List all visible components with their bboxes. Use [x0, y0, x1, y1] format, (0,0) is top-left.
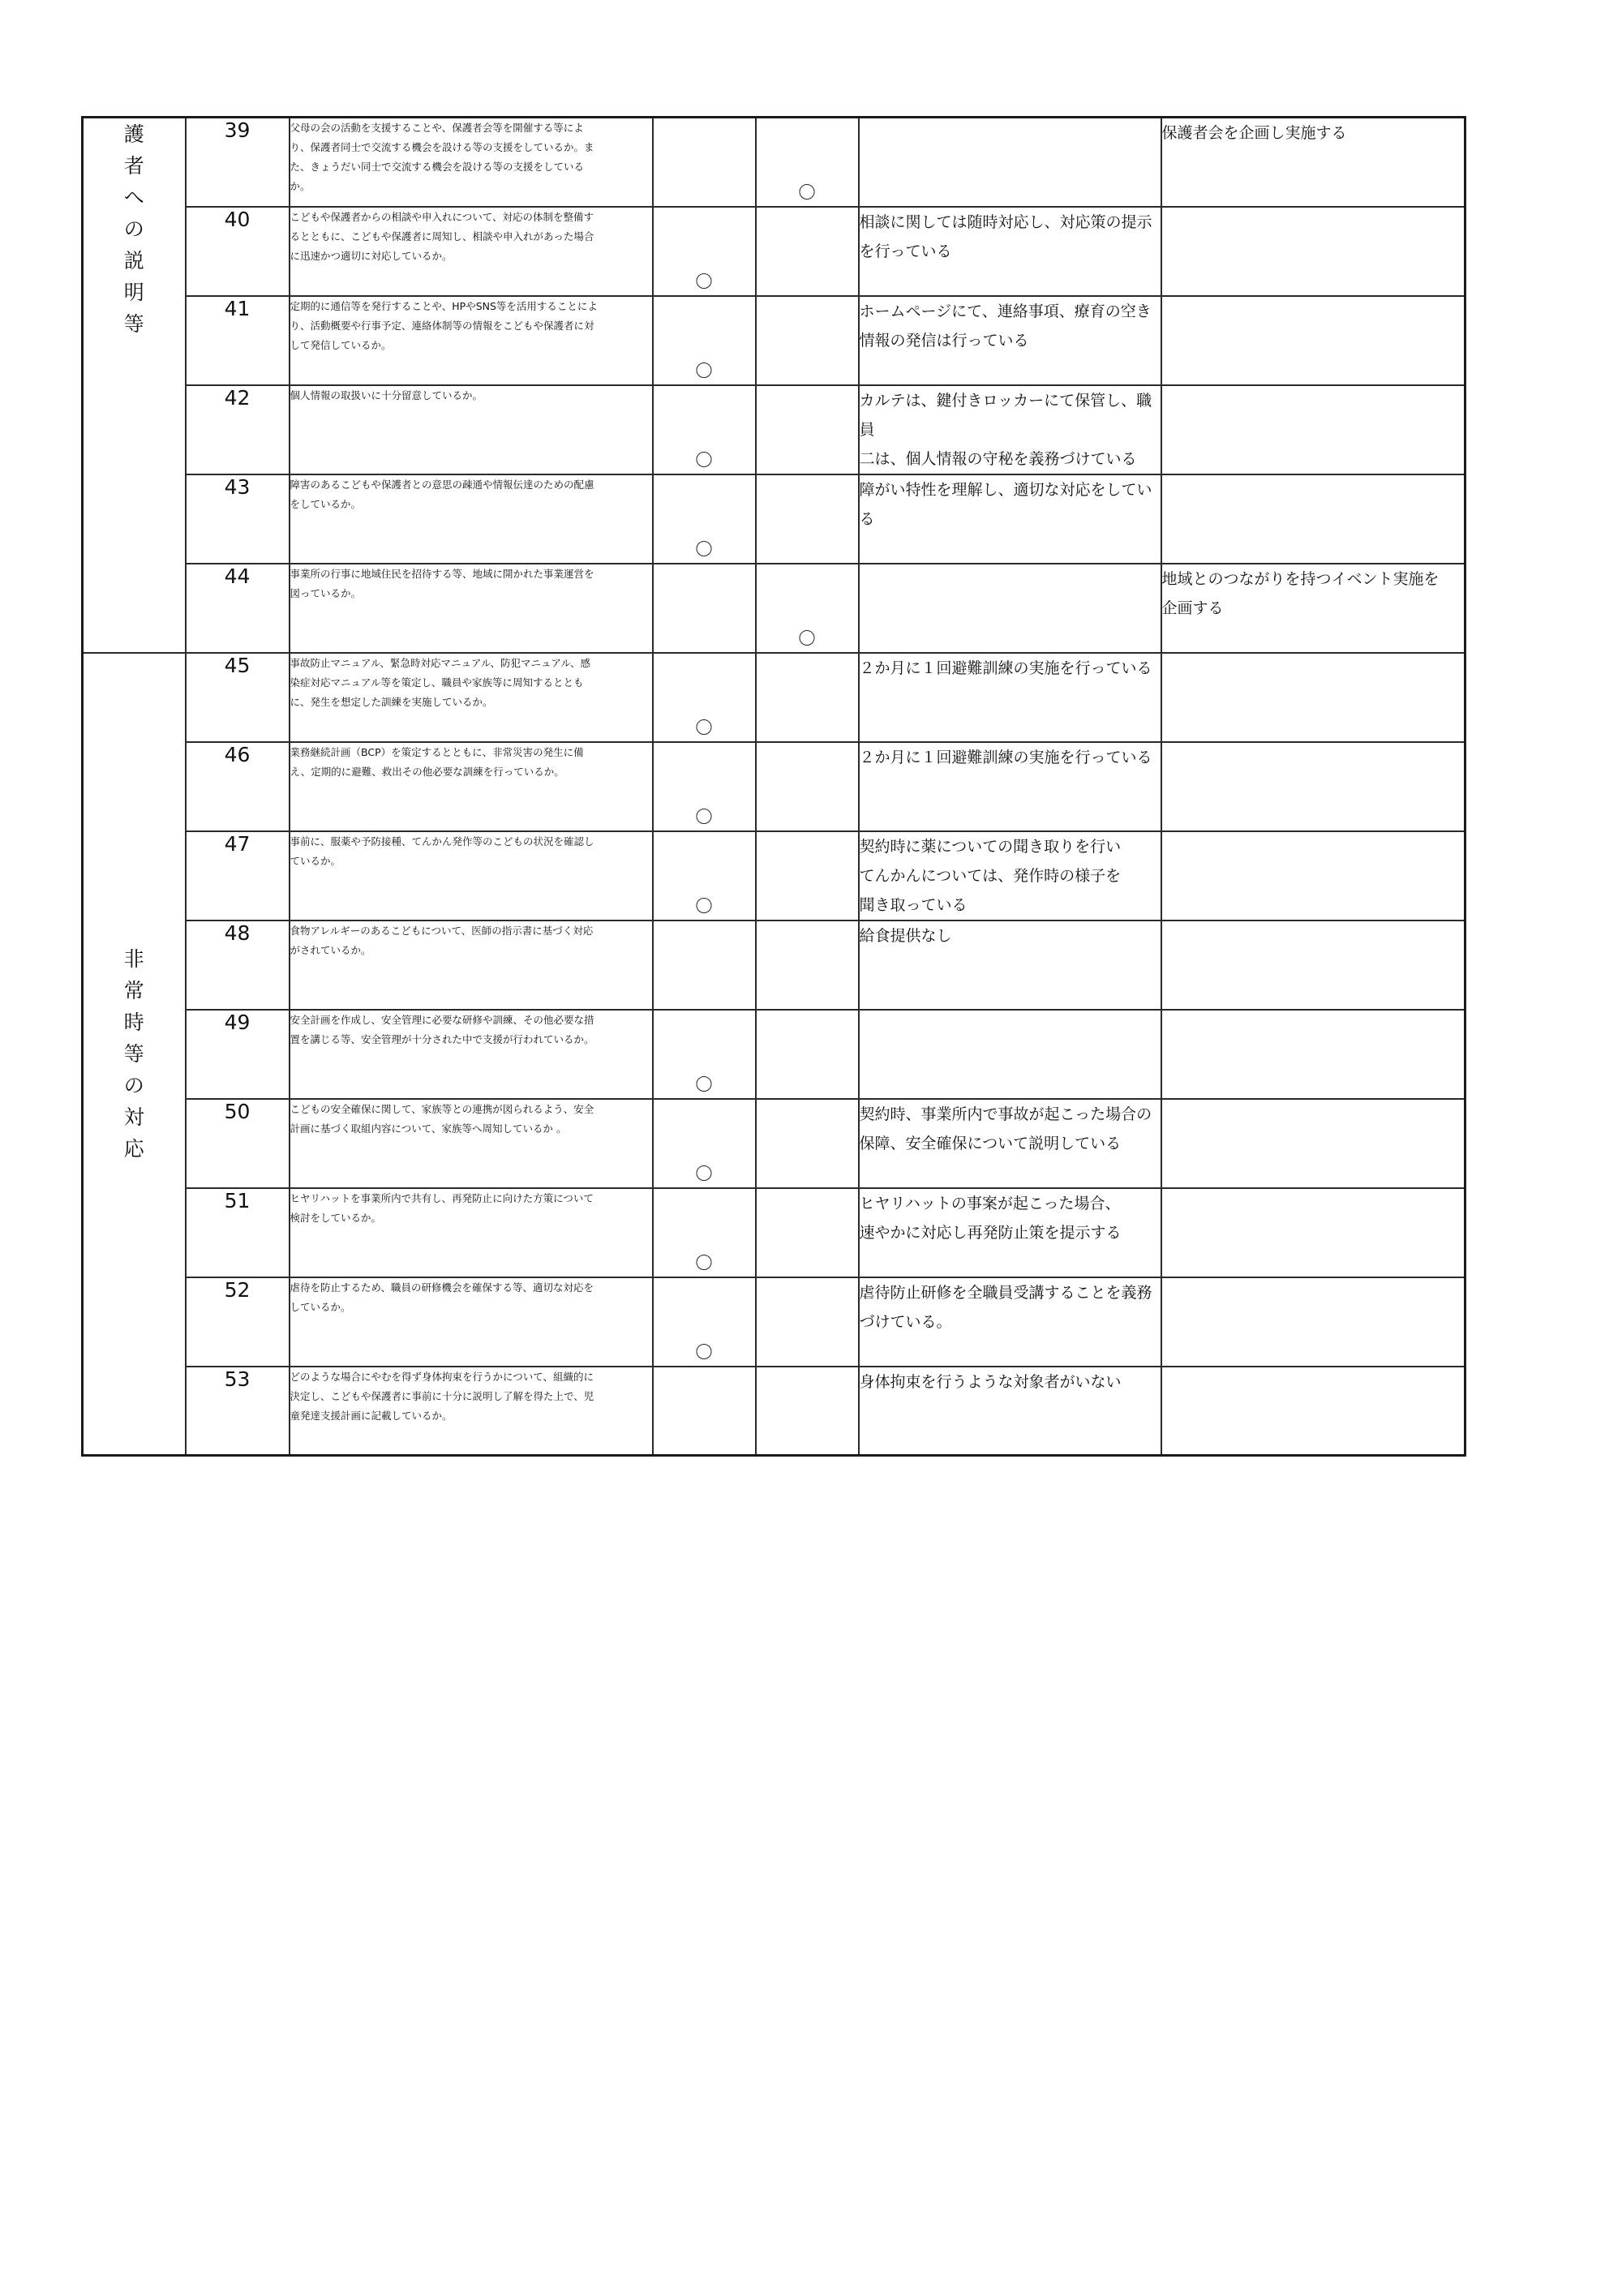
item-number: 46: [186, 742, 290, 831]
answer-no-cell: [756, 653, 859, 742]
question-text: [290, 118, 653, 207]
table-row: [83, 118, 1465, 207]
table-row: [83, 1099, 1465, 1188]
comment-line: 給食提供なし: [859, 926, 952, 945]
answer-no-cell: [756, 921, 859, 1010]
improvement-cell: [1161, 474, 1465, 564]
question-line: り、活動概要や行事予定、連絡体制等の情報をこどもや保護者に対: [290, 319, 594, 332]
question-line: か。: [290, 180, 311, 192]
comment-line: 情報の発信は行っている: [859, 331, 1029, 350]
comment-cell: [859, 742, 1161, 831]
evaluation-table: [81, 116, 1466, 1457]
question-line: た、きょうだい同士で交流する機会を設ける等の支援をしている: [290, 161, 585, 173]
question-line: り、保護者同士で交流する機会を設ける等の支援をしているか。ま: [290, 141, 594, 153]
category-char: 時: [123, 1010, 144, 1034]
circle-mark-icon: [697, 363, 712, 378]
comment-line: 障がい特性を理解し、適切な対応をしてい: [859, 480, 1152, 499]
comment-cell: [859, 474, 1161, 564]
circle-mark-icon: [800, 184, 815, 200]
category-char: 等: [123, 1041, 144, 1066]
comment-cell: [859, 385, 1161, 474]
question-line: をしているか。: [290, 497, 362, 510]
question-line: 業務継続計画（BCP）を策定するとともに、非常災害の発生に備: [290, 745, 584, 758]
answer-no-cell: [756, 1367, 859, 1456]
comment-cell: [859, 296, 1161, 385]
comment-line: ヒヤリハットの事案が起こった場合、: [859, 1194, 1121, 1212]
question-text: [290, 921, 653, 1010]
question-line: 父母の会の活動を支援することや、保護者会等を開催する等によ: [290, 122, 584, 134]
answer-no-cell: [756, 1277, 859, 1367]
table-row: [83, 474, 1465, 564]
answer-yes-cell: [653, 118, 756, 207]
comment-cell: [859, 1099, 1161, 1188]
category-char: 者: [123, 154, 144, 178]
answer-yes-cell: [653, 1188, 756, 1277]
circle-mark-icon: [697, 541, 712, 556]
question-line: 染症対応マニュアル等を策定し、職員や家族等に周知するととも: [290, 676, 584, 689]
improvement-cell: [1161, 831, 1465, 921]
improvement-cell: [1161, 118, 1465, 207]
category-lower: [83, 653, 186, 1456]
answer-yes-cell: [653, 831, 756, 921]
improvement-cell: [1161, 921, 1465, 1010]
improvement-line: 保護者会を企画し実施する: [1161, 124, 1347, 142]
question-text: [290, 831, 653, 921]
comment-line: カルテは、鍵付きロッカーにて保管し、職: [859, 391, 1152, 410]
improvement-cell: [1161, 564, 1465, 653]
answer-no-cell: [756, 1010, 859, 1099]
answer-no-cell: [756, 742, 859, 831]
question-text: [290, 564, 653, 653]
answer-yes-cell: [653, 1010, 756, 1099]
answer-yes-cell: [653, 921, 756, 1010]
comment-line: 虐待防止研修を全職員受講することを義務: [859, 1283, 1152, 1302]
improvement-cell: [1161, 1099, 1465, 1188]
category-char: 応: [123, 1136, 144, 1161]
comment-line: 聞き取っている: [859, 895, 968, 914]
question-line: に、発生を想定した訓練を実施しているか。: [290, 695, 493, 708]
answer-no-cell: [756, 831, 859, 921]
question-line: ているか。: [290, 854, 341, 867]
improvement-cell: [1161, 1188, 1465, 1277]
question-line: 決定し、こどもや保護者に事前に十分に説明し了解を得た上で、児: [290, 1389, 594, 1402]
circle-mark-icon: [800, 630, 815, 646]
item-number: 48: [186, 921, 290, 1010]
circle-mark-icon: [697, 273, 712, 289]
answer-no-cell: [756, 207, 859, 296]
question-text: [290, 385, 653, 474]
answer-yes-cell: [653, 1277, 756, 1367]
improvement-cell: [1161, 385, 1465, 474]
category-char: 非: [123, 946, 144, 971]
question-line: 障害のあるこどもや保護者との意思の疎通や情報伝達のための配慮: [290, 478, 594, 491]
question-text: [290, 1099, 653, 1188]
category-char: の: [123, 217, 144, 241]
comment-line: ２か月に１回避難訓練の実施を行っている: [859, 659, 1152, 677]
question-line: 図っているか。: [290, 586, 362, 599]
table-row: [83, 921, 1465, 1010]
improvement-cell: [1161, 1277, 1465, 1367]
question-text: [290, 474, 653, 564]
comment-cell: [859, 118, 1161, 207]
question-text: [290, 207, 653, 296]
category-char: 明: [123, 281, 144, 304]
comment-line: 員: [859, 420, 875, 439]
question-line: 置を講じる等、安全管理が十分された中で支援が行われているか。: [290, 1032, 594, 1045]
table-row: [83, 296, 1465, 385]
item-number: 51: [186, 1188, 290, 1277]
question-line: して発信しているか。: [290, 338, 392, 351]
item-number: 41: [186, 296, 290, 385]
comment-line: 契約時、事業所内で事故が起こった場合の: [859, 1105, 1152, 1123]
comment-line: 身体拘束を行うような対象者がいない: [859, 1372, 1122, 1391]
comment-line: を行っている: [859, 242, 952, 260]
comment-cell: [859, 207, 1161, 296]
question-text: [290, 296, 653, 385]
comment-cell: [859, 653, 1161, 742]
table-row: [83, 1277, 1465, 1367]
category-char: 等: [123, 312, 144, 336]
item-number: 50: [186, 1099, 290, 1188]
answer-yes-cell: [653, 385, 756, 474]
improvement-cell: [1161, 1010, 1465, 1099]
comment-line: づけている。: [859, 1312, 952, 1331]
category-upper: [83, 118, 186, 653]
circle-mark-icon: [697, 452, 712, 467]
question-line: 安全計画を作成し、安全管理に必要な研修や訓練、その他必要な措: [290, 1013, 594, 1026]
question-line: どのような場合にやむを得ず身体拘束を行うかについて、組織的に: [290, 1370, 594, 1383]
question-text: [290, 1277, 653, 1367]
question-line: がされているか。: [290, 943, 371, 956]
circle-mark-icon: [697, 898, 712, 913]
question-text: [290, 1188, 653, 1277]
comment-line: てんかんについては、発作時の様子を: [859, 866, 1122, 885]
question-line: ヒヤリハットを事業所内で共有し、再発防止に向けた方策について: [290, 1191, 594, 1204]
table-row: [83, 1188, 1465, 1277]
circle-mark-icon: [697, 1344, 712, 1359]
item-number: 39: [186, 118, 290, 207]
table-row: [83, 1367, 1465, 1456]
question-line: 検討をしているか。: [290, 1211, 382, 1224]
question-line: 事故防止マニュアル、緊急時対応マニュアル、防犯マニュアル、感: [290, 656, 591, 669]
question-line: るとともに、こどもや保護者に周知し、相談や申入れがあった場合: [290, 230, 594, 242]
improvement-line: 企画する: [1161, 599, 1224, 617]
question-line: こどもや保護者からの相談や申入れについて、対応の体制を整備す: [290, 210, 594, 223]
comment-line: ２か月に１回避難訓練の実施を行っている: [859, 748, 1152, 766]
comment-line: ホームページにて、連絡事項、療育の空き: [859, 302, 1152, 320]
item-number: 47: [186, 831, 290, 921]
evaluation-sheet: [81, 116, 1464, 1457]
comment-line: 二は、個人情報の守秘を義務づけている: [859, 449, 1137, 468]
category-char: の: [123, 1073, 144, 1097]
answer-yes-cell: [653, 564, 756, 653]
table-row: [83, 564, 1465, 653]
question-text: [290, 742, 653, 831]
item-number: 42: [186, 385, 290, 474]
comment-cell: [859, 1367, 1161, 1456]
comment-cell: [859, 1188, 1161, 1277]
question-line: しているか。: [290, 1300, 351, 1313]
table-row: [83, 653, 1465, 742]
improvement-line: 地域とのつながりを持つイベント実施を: [1161, 569, 1440, 588]
table-row: [83, 207, 1465, 296]
comment-line: 契約時に薬についての聞き取りを行い: [859, 837, 1122, 856]
answer-no-cell: [756, 385, 859, 474]
item-number: 53: [186, 1367, 290, 1456]
question-line: 個人情報の取扱いに十分留意しているか。: [290, 388, 483, 401]
comment-cell: [859, 1010, 1161, 1099]
comment-cell: [859, 921, 1161, 1010]
item-number: 40: [186, 207, 290, 296]
comment-line: る: [859, 509, 875, 528]
comment-cell: [859, 831, 1161, 921]
improvement-cell: [1161, 742, 1465, 831]
circle-mark-icon: [697, 1165, 712, 1181]
comment-cell: [859, 1277, 1161, 1367]
table-row: [83, 831, 1465, 921]
table-row: [83, 385, 1465, 474]
category-char: 説: [123, 249, 144, 273]
answer-yes-cell: [653, 653, 756, 742]
answer-yes-cell: [653, 1367, 756, 1456]
question-text: [290, 1367, 653, 1456]
question-line: 定期的に通信等を発行することや、HPやSNS等を活用することによ: [290, 299, 598, 312]
item-number: 49: [186, 1010, 290, 1099]
question-text: [290, 1010, 653, 1099]
comment-line: 相談に関しては随時対応し、対応策の提示: [859, 212, 1152, 231]
question-line: 虐待を防止するため、職員の研修機会を確保する等、適切な対応を: [290, 1281, 594, 1294]
answer-no-cell: [756, 564, 859, 653]
item-number: 44: [186, 564, 290, 653]
comment-cell: [859, 564, 1161, 653]
table-row: [83, 742, 1465, 831]
category-char: 対: [123, 1105, 144, 1129]
question-line: 計画に基づく取組内容について、家族等へ周知しているか 。: [290, 1122, 567, 1135]
answer-no-cell: [756, 1188, 859, 1277]
item-number: 52: [186, 1277, 290, 1367]
answer-yes-cell: [653, 474, 756, 564]
question-line: 童発達支援計画に記載しているか。: [290, 1409, 453, 1422]
category-char: 常: [123, 978, 144, 1002]
question-line: 事前に、服薬や予防接種、てんかん発作等のこどもの状況を確認し: [290, 835, 594, 848]
improvement-cell: [1161, 1367, 1465, 1456]
table-row: [83, 1010, 1465, 1099]
answer-yes-cell: [653, 1099, 756, 1188]
answer-yes-cell: [653, 207, 756, 296]
item-number: 45: [186, 653, 290, 742]
improvement-cell: [1161, 653, 1465, 742]
answer-no-cell: [756, 118, 859, 207]
question-text: [290, 653, 653, 742]
question-line: 食物アレルギーのあるこどもについて、医師の指示書に基づく対応: [290, 924, 594, 937]
answer-no-cell: [756, 296, 859, 385]
question-line: 事業所の行事に地域住民を招待する等、地域に開かれた事業運営を: [290, 567, 594, 580]
improvement-cell: [1161, 296, 1465, 385]
circle-mark-icon: [697, 719, 712, 735]
answer-no-cell: [756, 474, 859, 564]
improvement-cell: [1161, 207, 1465, 296]
answer-yes-cell: [653, 742, 756, 831]
circle-mark-icon: [697, 1255, 712, 1270]
comment-line: 速やかに対応し再発防止策を提示する: [859, 1223, 1122, 1242]
answer-yes-cell: [653, 296, 756, 385]
question-line: こどもの安全確保に関して、家族等との連携が図られるよう、安全: [290, 1102, 594, 1115]
question-line: え、定期的に避難、救出その他必要な訓練を行っているか。: [290, 765, 564, 778]
category-char: 護: [123, 122, 144, 146]
question-line: に迅速かつ適切に対応しているか。: [290, 249, 453, 262]
answer-no-cell: [756, 1099, 859, 1188]
circle-mark-icon: [697, 1076, 712, 1092]
comment-line: 保障、安全確保について説明している: [859, 1134, 1122, 1152]
circle-mark-icon: [697, 809, 712, 824]
category-char: へ: [123, 186, 144, 209]
item-number: 43: [186, 474, 290, 564]
